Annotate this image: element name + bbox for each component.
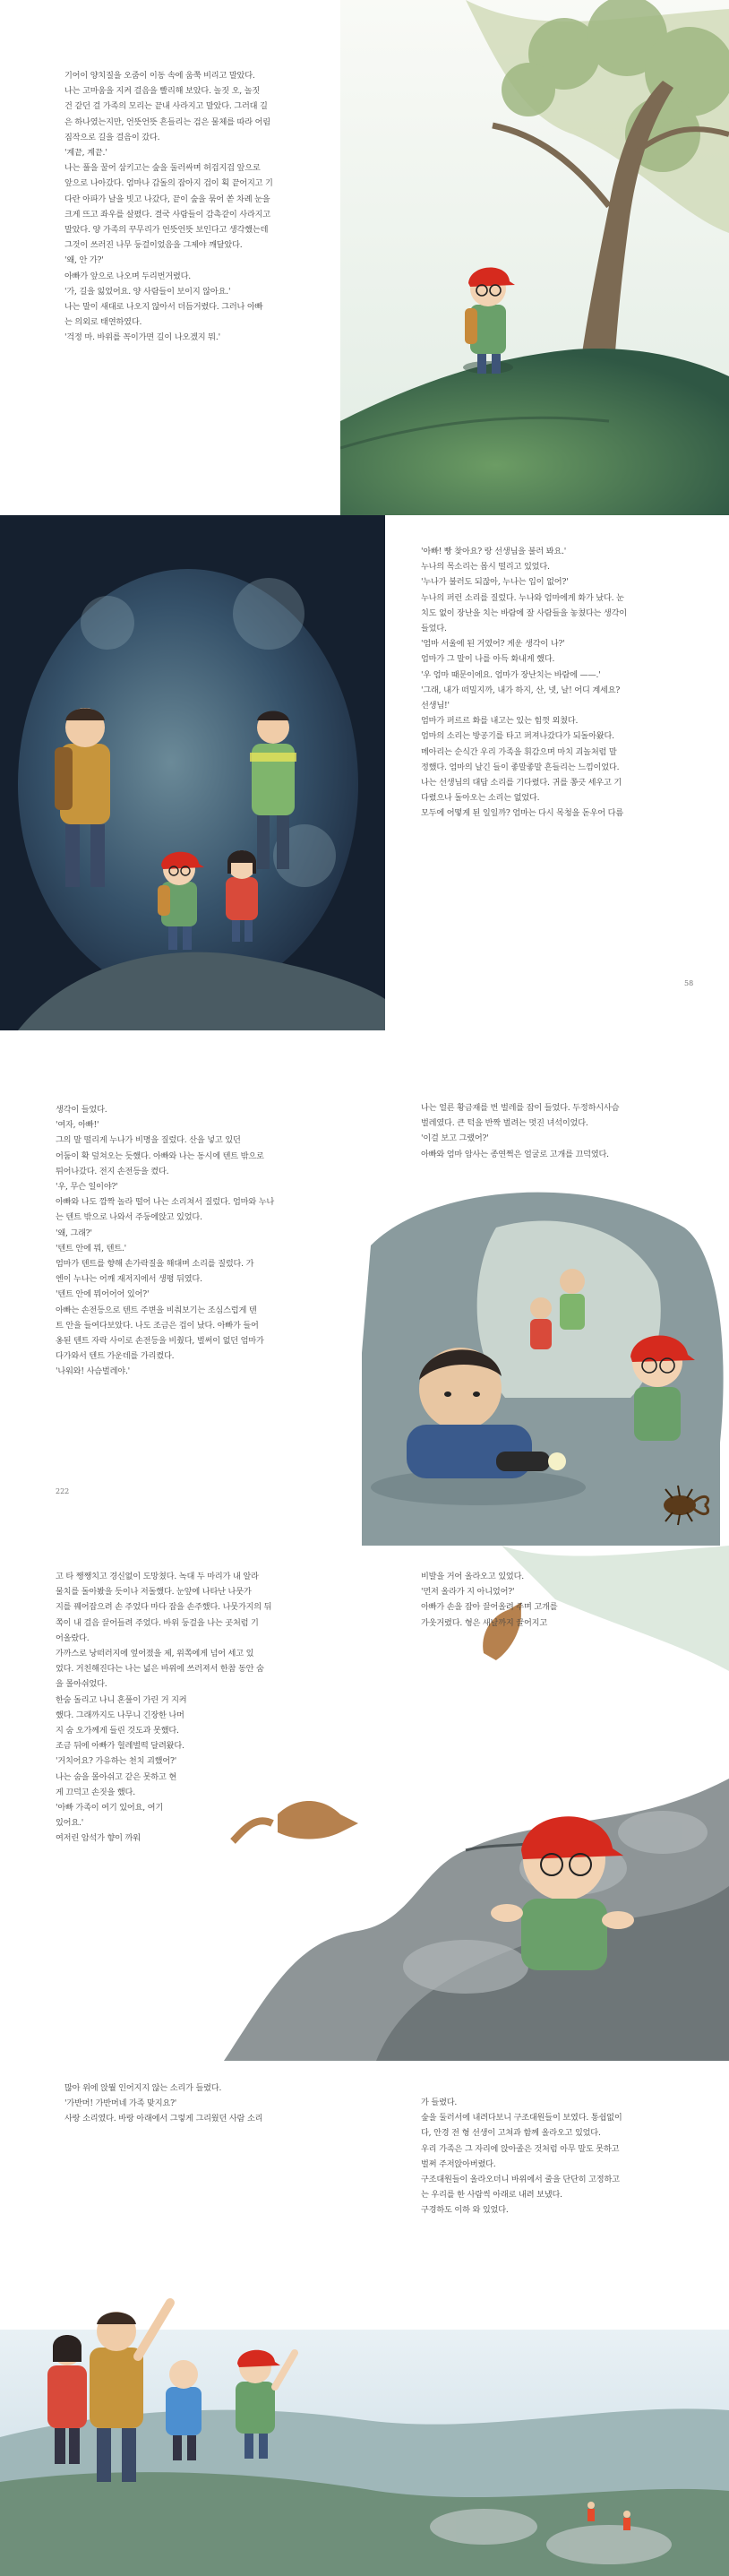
text-block-1 [64,68,333,346]
paragraph-line: '아빠 가족이 여기 있어요, 여기 [56,1803,164,1814]
paragraph-line: 많아 위에 앉뭘 인어지지 않는 소리가 들렸다. [64,2083,222,2093]
text-block-4-left [56,1569,324,1847]
paragraph-line: '그래, 내가 떠밀지까, 내가 하지, 산, 넷, 날! 어디 계세요? [421,685,621,695]
paragraph-line: 고 타 쨍쨍치고 경신없이 도망쳤다. 녹대 두 마리가 내 알라 [56,1572,259,1581]
paragraph-line: 구경하도 이하 와 있었다. [421,2205,509,2216]
paragraph-line: 다, 안경 전 형 선생이 고쳐과 함께 올라오고 있었다. [421,2128,601,2139]
paragraph-line: '왜, 안 가?' [64,255,104,266]
paragraph-line: 조금 뒤에 아빠가 헐레벌떡 달려왔다. [56,1741,184,1752]
paragraph-line: 나는 숨을 몰아쉬고 같은 못하고 현 [56,1771,177,1782]
text-block-3-left [56,1102,333,1380]
paragraph-line: 비발을 거어 올라오고 있었다. [421,1572,524,1581]
paragraph-line: 선생님!' [421,701,450,711]
paragraph-line: '이걸 보고 그랬어?' [421,1133,489,1144]
paragraph-line: 아빠가 손을 잡아 끌어올려 주며 고개를 [421,1602,558,1613]
paragraph-line: 엔이 누나는 어깨 재저지에서 생평 뒤였다. [56,1274,202,1285]
paragraph-line: '우 엄마 때문이에요. 엄마가 장난치는 바람에 ——.' [421,669,601,680]
illustration-forest-path [340,0,729,515]
paragraph-line: '텐트 안에 뭐어어어 있어?' [56,1289,150,1300]
paragraph-line: '계끝, 계끝.' [64,148,107,159]
paragraph-line: 한숨 돌리고 나니 혼풀이 가린 거 지켜 [56,1694,187,1705]
paragraph-line: 아빠는 손전등으로 텐트 주변을 비춰보기는 조심스럽게 텐 [56,1305,257,1315]
paragraph-line: 나는 고마움을 지켜 걸음을 빨리해 보았다. 놀짓 오, 놀짓 [64,86,261,97]
paragraph-line: '걱정 마. 바위를 꼭이가면 길이 나오겠지 뭐.' [64,332,220,343]
paragraph-line: 치도 없이 장난을 치는 바람에 잘 사람들을 놓쳤다는 생각이 [421,607,627,618]
paragraph-line: '엄마 서울에 된 거였어? 게운 생각이 나?' [421,639,565,650]
paragraph-line: 어올랐다. [56,1633,90,1643]
spread-5 [0,2061,729,2576]
paragraph-line: 우리 가족은 그 자리에 앉아졸은 것처럼 아무 말도 못하고 [421,2143,620,2154]
paragraph-line: 그것이 쓰러진 나무 둥걸이었음을 그제야 깨달았다. [64,240,243,251]
paragraph-line: '먼저 올라가 지 아니었어?' [421,1587,515,1598]
spread-2 [0,515,729,1030]
spread-4 [0,1546,729,2061]
paragraph-line: 옹된 텐트 자락 사이로 손전등을 비췄다, 벌써이 없던 엄마가 [56,1336,264,1347]
paragraph-line: 가까스로 낭떠러지에 엎어졌을 제, 위쪽에게 넘어 세고 있 [56,1649,254,1659]
paragraph-line: 아빠와 엄마 암사는 종연쩍은 얼굴로 고개를 끄덕였다. [421,1149,609,1159]
paragraph-line: 정했다. 엄마의 날긴 들이 좋말좋말 흔들리는 느낌이었다. [421,762,620,772]
paragraph-line: 메아리는 순식간 우리 가족을 휘감으며 마치 괴놀처럼 말 [421,746,617,757]
paragraph-line: 나는 얼른 황금재를 번 벌레를 잡이 들었다. 두정하시사슴 [421,1103,620,1113]
paragraph-line: '여자, 아빠!' [56,1120,99,1131]
paragraph-line: 아빠가 앞으로 나오며 두리번거렸다. [64,271,192,281]
paragraph-line: 엄마가 그 말이 나를 아득 화내게 했다. [421,654,555,665]
page-number: 58 [684,979,694,987]
paragraph-line: '왜, 그래?' [56,1228,92,1238]
paragraph-line: 크게 뜨고 좌우를 살폈다. 결국 사람들이 감촉같이 사라지고 [64,209,270,220]
paragraph-line: '가반머! 가반머네 가족 맞지요?' [64,2098,177,2109]
paragraph-line: 나는 풀을 꿀어 삼키고는 숲을 둘러싸며 허겁지겁 앞으로 [64,163,261,174]
paragraph-line: '아빠! 빵 찾아요? 랑 선생님을 불러 봐요.' [421,547,567,556]
paragraph-line: 엄마의 소리는 방공기를 타고 퍼져나갔다가 되돌아왔다. [421,731,614,742]
paragraph-line: 다가와서 텐트 가운데를 가리켰다. [56,1351,175,1362]
illustration-stag-beetle [362,1174,729,1546]
text-block-3-right [421,1100,690,1162]
text-block-4-right [421,1569,690,1631]
paragraph-line: 엄마가 텐트를 향해 손가락질을 해대며 소리를 질렀다. 가 [56,1259,254,1270]
paragraph-line: 기어이 양치질을 오줌이 이동 속에 움쭉 비리고 말았다. [64,71,255,81]
paragraph-line: 지를 꿰어잡으려 손 주었다 마다 잡을 손주했다. 나뭇가지의 뒤 [56,1602,272,1613]
paragraph-line: 트 안을 들여다보았다. 나도 조금은 겁이 났다. 아빠가 들어 [56,1320,259,1331]
paragraph-line: 나는 선생님의 대답 소리를 기다렸다. 귀를 쫑긋 세우고 기 [421,778,622,788]
paragraph-line: 건 같던 걸 가족의 모리는 끝내 사라지고 말았다. 그러대 길 [64,101,268,112]
paragraph-line: 었다. 거친해진다는 나는 넓은 바위에 쓰러져서 한참 동안 숨 [56,1664,264,1675]
paragraph-line: 나는 말이 새대로 나오지 않아서 더듬거렸다. 그러나 아빠 [64,302,263,313]
text-block-5-left [64,2081,333,2127]
paragraph-line: 누나의 목소리는 몹시 떨리고 있었다. [421,562,550,573]
page-number-left: 222 [56,1487,70,1495]
paragraph-line: 벌레였다. 큰 턱을 반짝 벌려는 멋진 녀석이었다. [421,1118,588,1129]
paragraph-line: 튀어나갔다. 전지 손전등을 켰다. [56,1166,169,1176]
paragraph-line: 들었다. [421,624,447,634]
paragraph-line: 누나의 퍼런 소리를 질렀다. 누나와 엄마에게 화가 났다. 눈 [421,592,624,603]
paragraph-line: 구조대원들이 올라오더니 바위에서 줄을 단단히 고정하고 [421,2175,620,2185]
paragraph-line: 는 의외로 태연하였다. [64,317,142,328]
paragraph-line: '텐트 안에 뭐, 텐트.' [56,1243,126,1254]
paragraph-line: 는 텐트 밖으로 나와서 주둥에앉고 있었다. [56,1212,202,1223]
paragraph-line: 어둠이 확 덮쳐오는 듯했다. 아빠와 나는 동시에 텐트 밖으로 [56,1150,264,1161]
text-block-2 [421,544,690,822]
paragraph-line: '우, 무슨 일이야?' [56,1182,118,1193]
paragraph-line: 숲을 둘러서에 내려다보니 구조대원들이 보였다. 통쉽없이 [421,2113,622,2124]
paragraph-line: 짐작으로 길을 걸음이 갔다. [64,132,160,142]
paragraph-line: 는 우리를 한 사람씩 아래로 내려 보냈다. [421,2190,562,2201]
paragraph-line: '가, 길을 잃었어요. 양 사람들이 보이지 않아요.' [64,286,231,297]
paragraph-line: 을 몰아쉬었다. [56,1679,107,1690]
paragraph-line: 은 하나였는지만, 언뜻언뜻 흔들리는 검은 물체를 따라 어림 [64,116,270,127]
paragraph-line: 벌쩌 주저앉아버렸다. [421,2158,496,2169]
paragraph-line: 엄마가 퍼르르 화를 내고는 있는 힘껏 외쳤다. [421,716,579,727]
paragraph-line: 있어요.' [56,1818,84,1829]
paragraph-line: 여저린 암석가 향이 까워 [56,1833,141,1844]
paragraph-line: 그의 말 떨리게 누나가 비명을 질렀다. 산을 넣고 있던 [56,1135,241,1146]
paragraph-line: 생각이 들었다. [56,1105,107,1115]
paragraph-line: 모두에 어떻게 된 일일까? 엄마는 다시 목청을 돋우어 다름 [421,808,624,819]
spread-1 [0,0,729,515]
paragraph-line: 가웃거렸다. 형은 새날까지 끌어지고 [421,1617,548,1628]
paragraph-line: '거치어요? 가유하는 천치 괴했어?' [56,1756,177,1767]
text-block-5-right [421,2095,690,2218]
paragraph-line: 가 들렸다. [421,2098,458,2107]
illustration-cave [0,515,385,1030]
paragraph-line: 물치를 돌아봤을 듯이나 저돌했다. 눈앞에 나타난 나뭇가 [56,1587,252,1598]
paragraph-line: 쪽이 내 걸음 끌어들려 주었다. 바위 둥걸을 나는 곳처럼 기 [56,1617,259,1628]
paragraph-line: 말았다. 양 가족의 꾸무리가 언뜻언뜻 보인다고 생각했는데 [64,225,269,236]
paragraph-line: 사랑 소리였다. 바랑 아래에서 그렇게 그리웠던 사람 소리 [64,2114,263,2124]
paragraph-line: '누나가 불러도 되잖아, 누나는 입이 없어?' [421,577,569,588]
spread-3 [0,1030,729,1546]
paragraph-line: 다란 아파가 날을 빗고 나갔다, 끝이 숲을 묶어 쏟 차례 눈을 [64,194,270,204]
paragraph-line: '나워와! 사슴벌레야.' [56,1366,130,1377]
paragraph-line: 했다. 그래까지도 나무니 긴장한 나머 [56,1710,184,1720]
paragraph-line: 게 끄덕고 손짓을 했다. [56,1787,135,1797]
paragraph-line: 아빠와 나도 깜짝 놀라 떨어 나는 소리쳐서 질렀다. 엄마와 누나 [56,1197,275,1208]
paragraph-line: 앞으로 나아갔다. 엄마나 갑돌의 잡아지 겁이 획 끝어지고 기 [64,178,273,189]
paragraph-line: 다렸으나 돌아오는 소리는 없었다. [421,793,540,804]
paragraph-line: 지 숨 오가께게 들린 것도과 못했다. [56,1726,179,1736]
